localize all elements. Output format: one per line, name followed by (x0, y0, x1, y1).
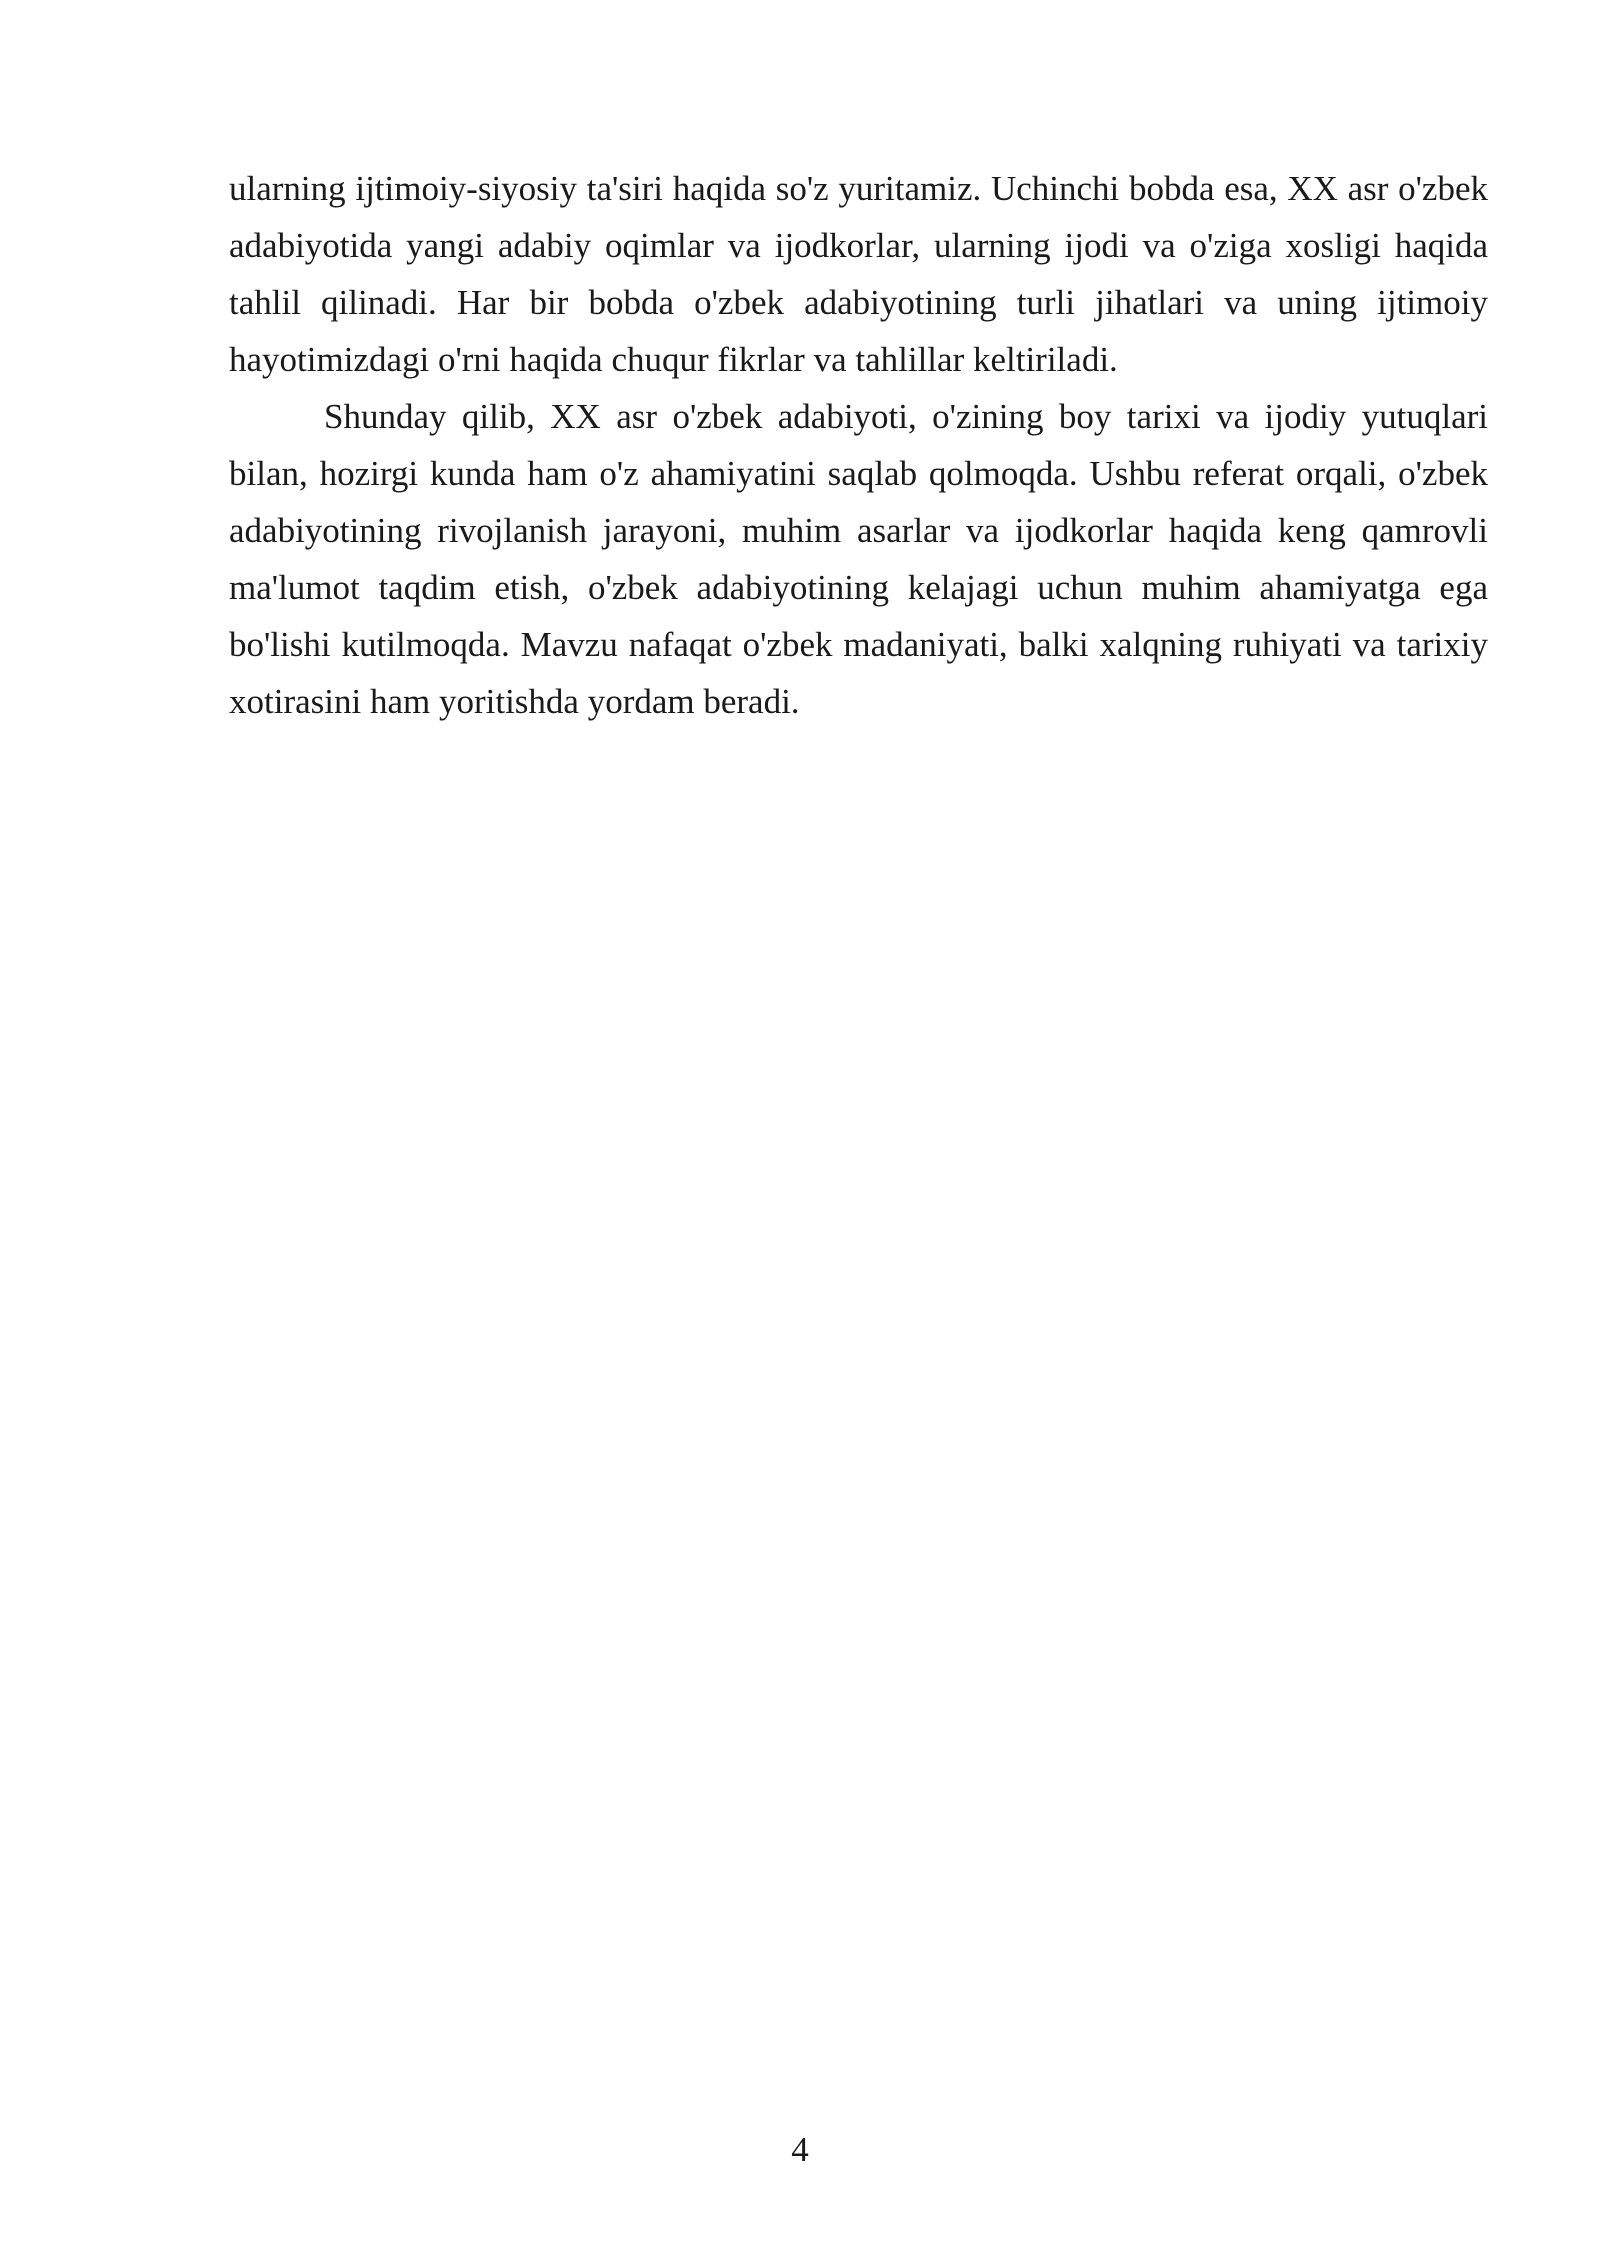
paragraph-conclusion: Shunday qilib, XX asr o'zbek adabiyoti, o'zining boy tarixi va ijodiy yutuqlari bilan, hozirgi kunda ham o'z ahamiyatini saqlab qolmoqda. Ushbu referat orqali, o'zbek adabiyotining rivojlanish jarayoni, muhim asarlar va ijodkorlar haqida keng qamrovli ma'lumot taqdim etish, o'zbek adabiyotining kelajagi uchun muhim ahamiyatga ega bo'lishi kutilmoqda. Mavzu nafaqat o'zbek madaniyati, balki xalqning ruhiyati va tarixiy xotirasini ham yoritishda yordam beradi. (229, 397, 1488, 721)
body-text (229, 160, 1488, 730)
page-number: 4 (791, 2130, 809, 2169)
paragraph-continuation: ularning ijtimoiy-siyosiy ta'siri haqida so'z yuritamiz. Uchinchi bobda esa, XX asr o'zbek adabiyotida yangi adabiy oqimlar va ijodkorlar, ularning ijodi va o'ziga xosligi haqida tahlil qilinadi. Har bir bobda o'zbek adabiyotining turli jihatlari va uning ijtimoiy hayotimizdagi o'rni haqida chuqur fikrlar va tahlillar keltiriladi. (229, 169, 1488, 379)
